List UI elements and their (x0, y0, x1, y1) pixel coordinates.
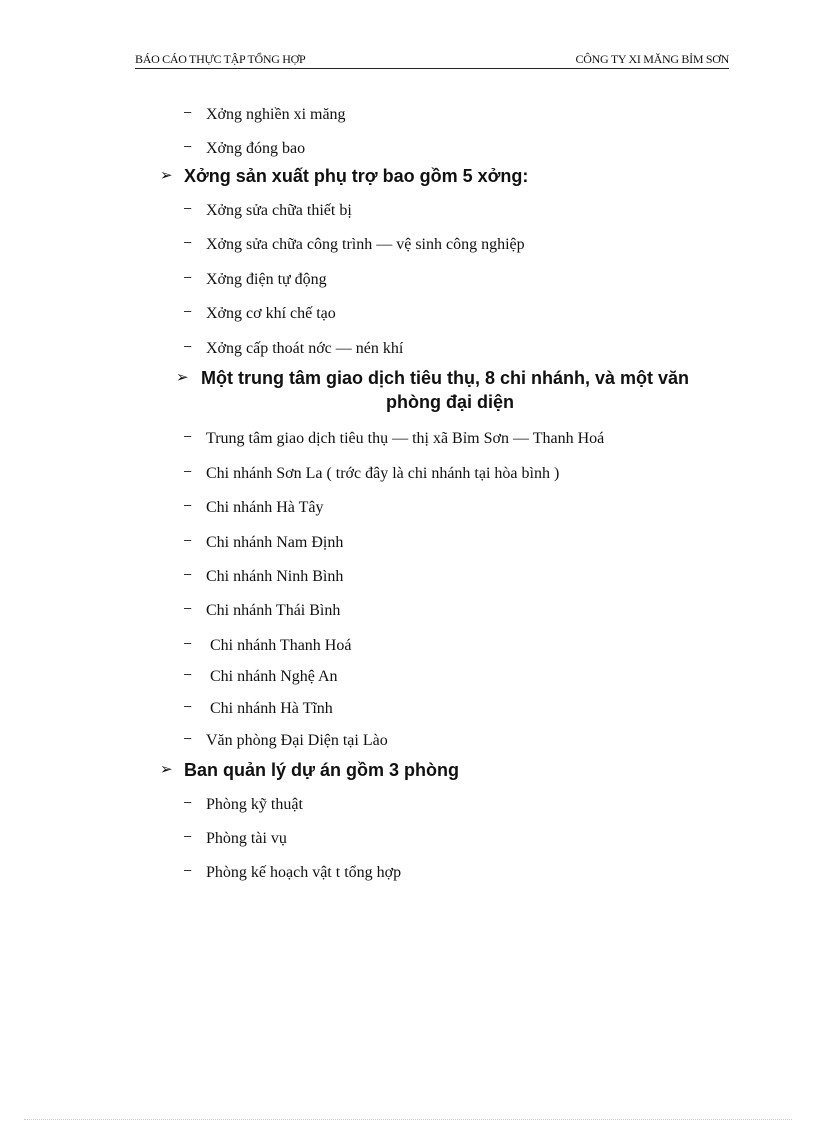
list-item-text: Chi nhánh Ninh Bình (206, 568, 344, 585)
dash-bullet-icon: – (184, 104, 192, 119)
list-item-text: Xởng nghiền xi măng (206, 106, 346, 123)
list-item (184, 826, 287, 849)
list-item (184, 530, 343, 553)
dash-bullet-icon: – (184, 635, 192, 650)
dash-bullet-icon: – (184, 566, 192, 581)
list-item (184, 860, 401, 883)
section-heading-project-management (160, 759, 459, 781)
arrow-bullet-icon: ➢ (176, 369, 189, 386)
header-report-title: BÁO CÁO THỰC TẬP TỔNG HỢP (135, 52, 306, 66)
arrow-bullet-icon: ➢ (160, 761, 173, 778)
list-item-text: Chi nhánh Thái Bình (206, 602, 341, 619)
list-item (184, 136, 305, 159)
list-item-text: Xởng cơ khí chế tạo (206, 305, 336, 322)
section-heading-text-line2: phòng đại diện (386, 392, 514, 412)
dash-bullet-icon: – (184, 828, 192, 843)
list-item-text: Văn phòng Đại Diện tại Lào (206, 732, 388, 749)
dash-bullet-icon: – (184, 463, 192, 478)
dash-bullet-icon: – (184, 794, 192, 809)
dash-bullet-icon: – (184, 666, 192, 681)
list-item (184, 102, 346, 125)
list-item-text: Chi nhánh Nghệ An (206, 668, 338, 685)
section-heading-text: Ban quản lý dự án gồm 3 phòng (184, 760, 460, 780)
list-item-text: Xởng cấp thoát nớc — nén khí (206, 340, 404, 357)
list-item-text: Phòng tài vụ (206, 830, 287, 847)
dash-bullet-icon: – (184, 138, 192, 153)
list-item (184, 633, 351, 656)
header-company-name: CÔNG TY XI MĂNG BỈM SƠN (575, 52, 729, 66)
dash-bullet-icon: – (184, 234, 192, 249)
section-heading-support-workshops (160, 165, 528, 187)
list-item-text: Phòng kế hoạch vật t tổng hợp (206, 864, 402, 881)
section-heading-text-line1: Một trung tâm giao dịch tiêu thụ, 8 chi nhánh, và một văn (201, 368, 690, 388)
dash-bullet-icon: – (184, 200, 192, 215)
list-item (184, 696, 333, 719)
dash-bullet-icon: – (184, 497, 192, 512)
list-item (184, 461, 559, 484)
list-item-text: Chi nhánh Nam Định (206, 534, 344, 551)
dash-bullet-icon: – (184, 600, 192, 615)
list-item-text: Xởng điện tự động (206, 271, 327, 288)
list-item (184, 267, 327, 290)
section-heading-text: Xởng sản xuất phụ trợ bao gồm 5 xởng: (184, 166, 529, 186)
list-item-text: Chi nhánh Thanh Hoá (206, 637, 352, 654)
list-item (184, 232, 525, 255)
dash-bullet-icon: – (184, 428, 192, 443)
list-item (184, 301, 336, 324)
dash-bullet-icon: – (184, 303, 192, 318)
list-item (184, 495, 323, 518)
list-item (184, 792, 303, 815)
dash-bullet-icon: – (184, 269, 192, 284)
list-item (184, 664, 338, 687)
list-item (184, 198, 352, 221)
list-item (184, 426, 604, 449)
list-item (184, 728, 388, 751)
list-item (184, 598, 340, 621)
list-item (184, 336, 403, 359)
dash-bullet-icon: – (184, 730, 192, 745)
list-item-text: Chi nhánh Hà Tĩnh (206, 700, 333, 717)
list-item-text: Phòng kỹ thuật (206, 796, 303, 813)
list-item-text: Trung tâm giao dịch tiêu thụ — thị xã Bỉm Sơn — Thanh Hoá (206, 430, 605, 447)
dash-bullet-icon: – (184, 532, 192, 547)
page-bottom-divider (24, 1119, 792, 1120)
dash-bullet-icon: – (184, 862, 192, 877)
page-header (135, 52, 729, 69)
dash-bullet-icon: – (184, 338, 192, 353)
list-item-text: Xởng đóng bao (206, 140, 306, 157)
list-item-text: Xởng sửa chữa công trình — vệ sinh công nghiệp (206, 236, 525, 253)
list-item-text: Chi nhánh Sơn La ( trớc đây là chi nhánh tại hòa bình ) (206, 465, 560, 482)
dash-bullet-icon: – (184, 698, 192, 713)
arrow-bullet-icon: ➢ (160, 167, 173, 184)
list-item-text: Chi nhánh Hà Tây (206, 499, 324, 516)
list-item (184, 564, 343, 587)
list-item-text: Xởng sửa chữa thiết bị (206, 202, 352, 219)
